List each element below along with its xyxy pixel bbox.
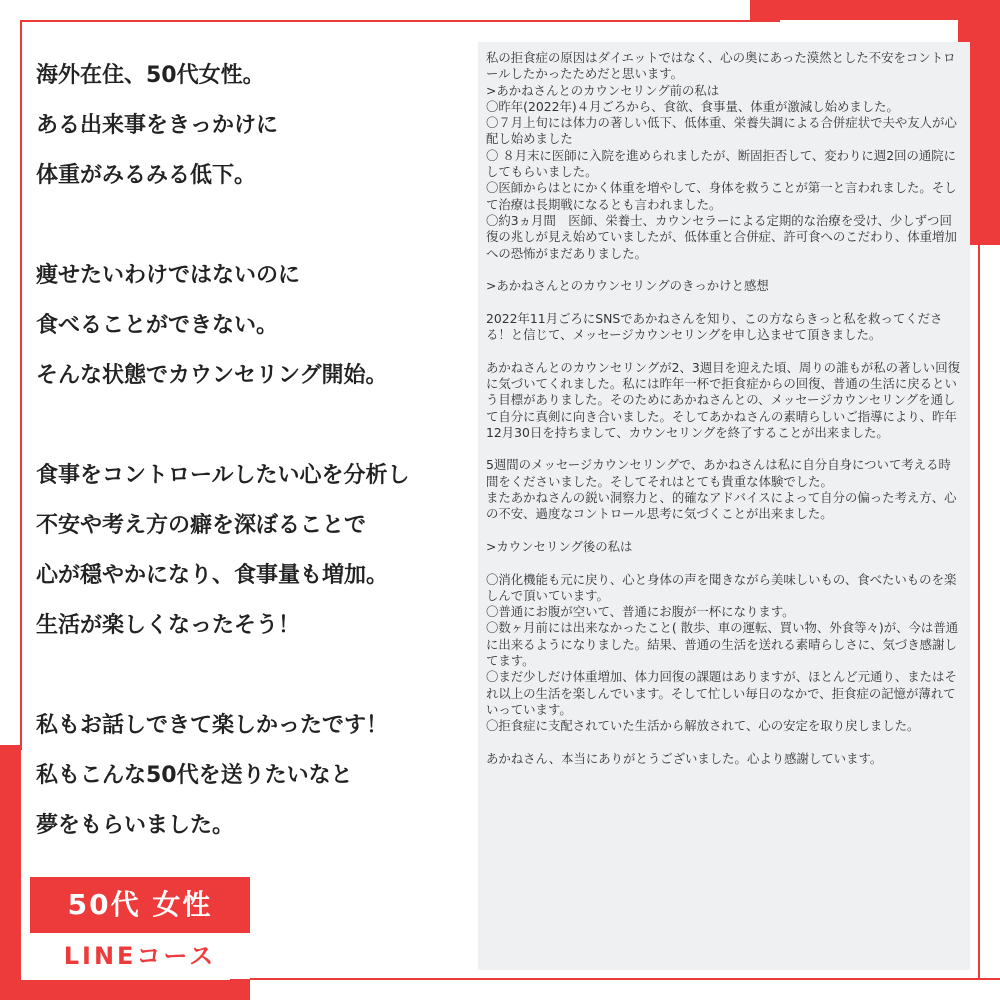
summary-line: 痩せたいわけではないのに — [36, 263, 301, 288]
summary-line: 食べることができない。 — [36, 313, 279, 338]
decor-bar-bottom-left — [0, 980, 250, 1000]
summary-line: 私もこんな50代を送りたいなと — [36, 763, 353, 788]
frame-line-right — [978, 245, 980, 980]
summary-line: ある出来事をきっかけに — [36, 113, 279, 138]
decor-block-bottom-left — [0, 745, 21, 1000]
summary-line: そんな状態でカウンセリング開始。 — [36, 363, 388, 388]
badge-demographic: 50代 女性 — [30, 877, 250, 933]
summary-line: 生活が楽しくなったそう！ — [36, 613, 301, 638]
course-badge — [30, 877, 250, 979]
summary-text — [36, 60, 466, 860]
frame-line-top — [20, 20, 780, 22]
summary-line-blank — [36, 660, 466, 710]
summary-line-blank — [36, 410, 466, 460]
summary-line: 心が穏やかになり、食事量も増加。 — [36, 563, 389, 588]
frame-line-left — [20, 20, 22, 750]
summary-line: 夢をもらいました。 — [36, 813, 235, 838]
frame-line-bottom — [230, 978, 1000, 980]
summary-line: 海外在住、50代女性。 — [36, 63, 265, 88]
summary-line: 不安や考え方の癖を深ぼることで — [36, 513, 367, 538]
testimonial-message-text: 私の拒食症の原因はダイエットではなく、心の奥にあった漠然とした不安をコントロールしたかったためだと思います。 >あかねさんとのカウンセリング前の私は 〇昨年(2022年)４月ごろから、食欲、食事量、体重が激減し始めました。 〇７月上旬には体力の著しい低下、低体重、栄養失調による合併症状で夫や友人が心配し始めました 〇 ８月末に医師に入院を進められましたが、断固拒否して、変わりに週2回の通院にしてもらいました。 〇医師からはとにかく体重を増やして、身体を救うことが第一と言われました。そして治療は長期戦になるとも言われました。 〇約3ヵ月間 医師、栄養士、カウンセラーによる定期的な治療を受け、少しずつ回復の兆しが見え始めていましたが、低体重と合併症、許可食へのこだわり、体重増加への恐怖がまだありました。 >あかねさんとのカウンセリングのきっかけと感想 2022年11月ごろにSNSであかねさんを知り、この方ならきっと私を救ってくださる！と信じて、メッセージカウンセリングを申し込ませて頂きました。 あかねさんとのカウンセリングが2、3週目を迎えた頃、周りの誰もが私の著しい回復に気づいてくれました。私には昨年一杯で拒食症からの回復、普通の生活に戻るという目標がありました。そのためにあかねさんとの、メッセージカウンセリングを通して自分に真剣に向き合いました。そしてあかねさんの素晴らしいご指導により、昨年12月30日を持ちまして、カウンセリングを終了することが出来ました。 5週間のメッセージカウンセリングで、あかねさんは私に自分自身について考える時間をくださいました。そしてそれはとても貴重な体験でした。 またあかねさんの鋭い洞察力と、的確なアドバイスによって自分の偏った考え方、心の不安、過度なコントロール思考に気づくことが出来ました。 >カウンセリング後の私は 〇消化機能も元に戻り、心と身体の声を聞きながら美味しいもの、食べたいものを楽しんで頂いています。 〇普通にお腹が空いて、普通にお腹が一杯になります。 〇数ヶ月前には出来なかったこと( 散歩、車の運転、買い物、外食等々)が、今は普通に出来るようになりました。結果、普通の生活を送れる素晴らしさに、気づき感謝してます。 〇まだ少しだけ体重増加、体力回復の課題はありますが、ほとんど元通り、またはそれ以上の生活を楽しんでいます。そして忙しい毎日のなかで、拒食症の記憶が薄れていっています。 〇拒食症に支配されていた生活から解放されて、心の安定を取り戻しました。 あかねさん、本当にありがとうございました。心より感謝しています。 — [486, 50, 960, 766]
summary-line-blank — [36, 210, 466, 260]
testimonial-message-panel — [478, 42, 970, 970]
summary-line: 食事をコントロールしたい心を分析し — [36, 463, 410, 488]
summary-line: 私もお話しできて楽しかったです！ — [36, 713, 389, 738]
badge-course: LINEコース — [30, 933, 250, 979]
summary-line: 体重がみるみる低下。 — [36, 163, 257, 188]
